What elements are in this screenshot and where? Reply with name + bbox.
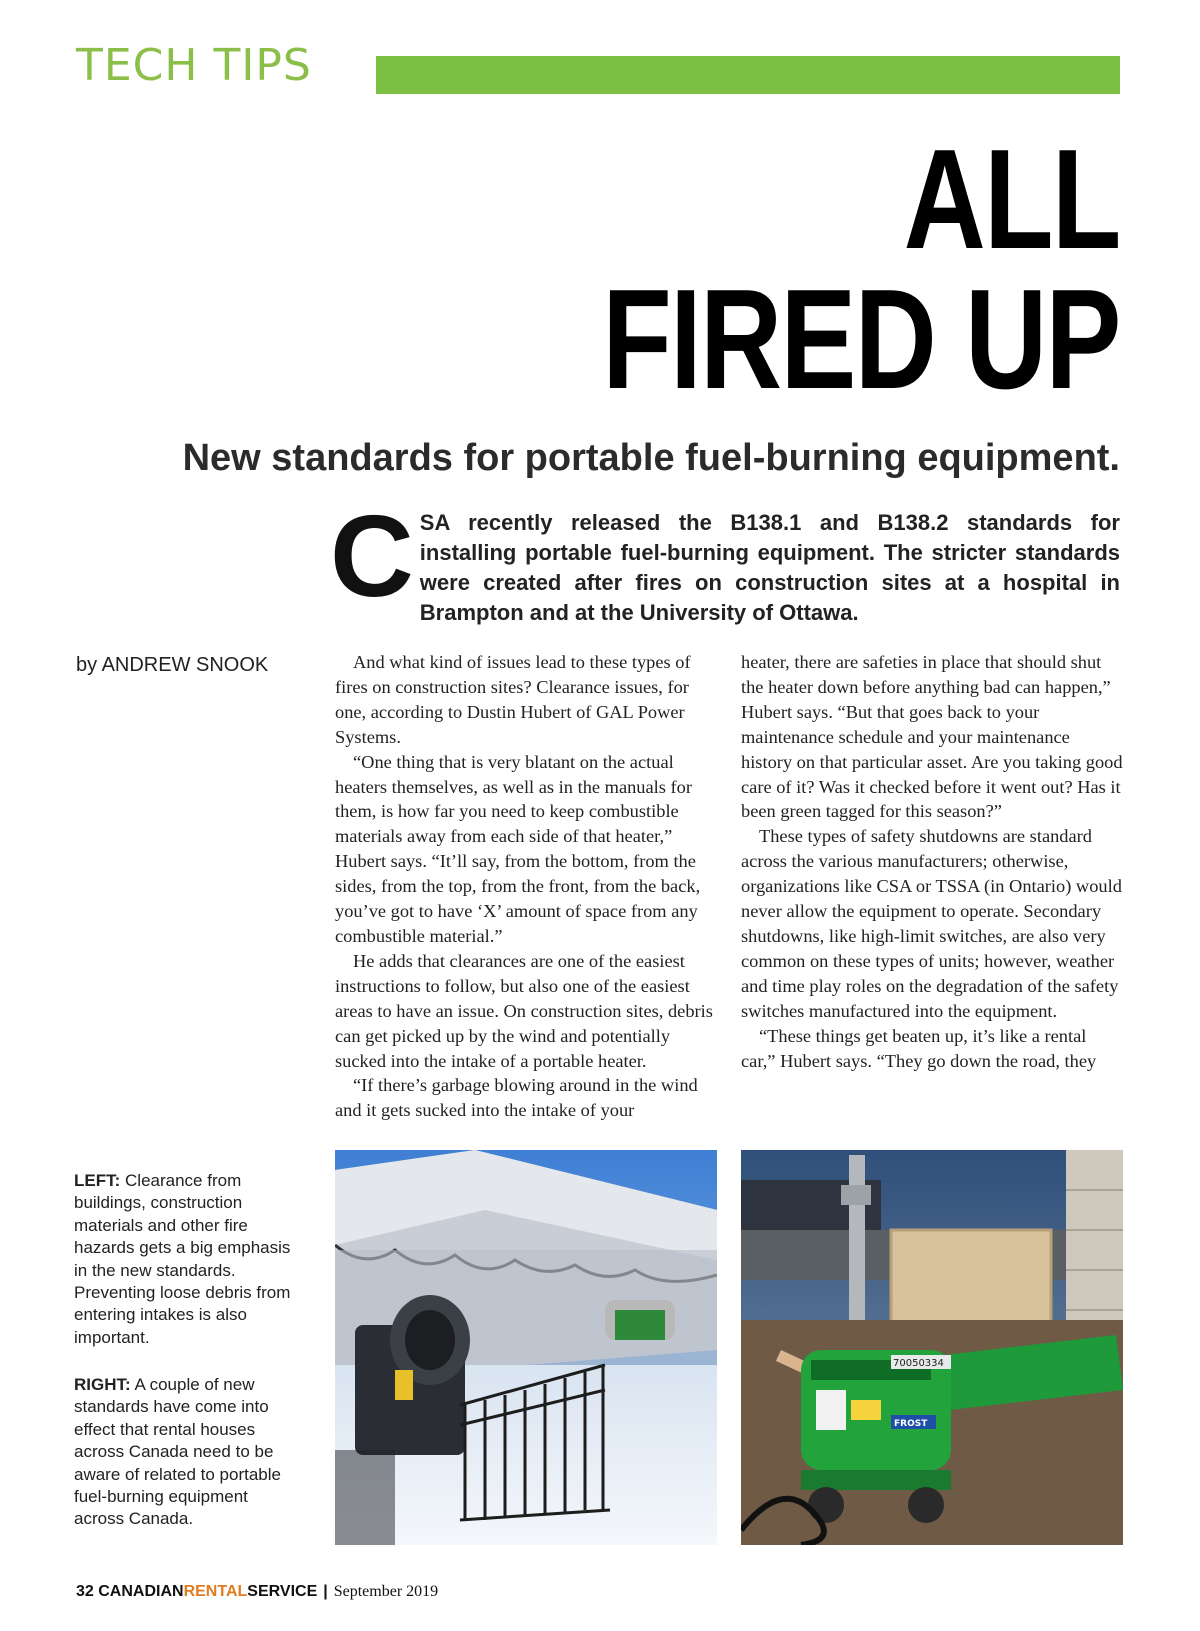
page-footer — [76, 1583, 438, 1601]
paragraph: “If there’s garbage blowing around in the wind and it gets sucked into the intake of your — [335, 1075, 698, 1121]
paragraph: And what kind of issues lead to these types of fires on construction sites? Clearance issues, for one, according to Dustin Hubert of GAL Power Systems. — [335, 652, 691, 747]
issue-date: September 2019 — [333, 1583, 439, 1600]
drop-cap: C — [330, 491, 414, 621]
photo-tent-heater — [335, 1150, 717, 1545]
caption-right — [74, 1374, 292, 1531]
lead-paragraph — [330, 491, 1120, 628]
headline-line-1: ALL — [903, 120, 1120, 279]
footer-separator: | — [323, 1583, 328, 1600]
caption-label: RIGHT: — [74, 1375, 131, 1394]
section-label: TECH TIPS — [76, 40, 312, 91]
photo-serial-label: 70050334 — [893, 1358, 944, 1369]
paragraph: “One thing that is very blatant on the actual heaters themselves, as well as in the manuals for them, is how far you need to keep combustible materials away from each side of that heater,” Hubert says. “It’ll say, from the bottom, from the sides, from the top, from the front, from the back, you’ve got to have ‘X’ amount of space from any combustible material.” — [335, 751, 701, 946]
photo-green-heater-image — [741, 1150, 1123, 1545]
magazine-name-accent: RENTAL — [183, 1583, 248, 1600]
section-bar — [376, 56, 1120, 94]
headline-line-2: FIRED UP — [602, 260, 1120, 419]
photo-brand-label: FROST — [894, 1419, 928, 1429]
article-column-1 — [335, 650, 717, 1123]
byline: by ANDREW SNOOK — [76, 654, 269, 676]
magazine-name-part: CANADIAN — [98, 1583, 184, 1600]
caption-text: Clearance from buildings, construction materials and other fire hazards gets a big emphasis in the new standards. Preventing loose debris from entering intakes is also important. — [74, 1171, 291, 1347]
paragraph: “These things get beaten up, it’s like a rental car,” Hubert says. “They go down the road, they — [741, 1025, 1097, 1071]
photo-green-heater — [741, 1150, 1123, 1545]
magazine-name-part: SERVICE — [247, 1583, 318, 1600]
subtitle: New standards for portable fuel-burning equipment. — [182, 437, 1120, 479]
photo-tent-heater-image — [335, 1150, 717, 1545]
magazine-name — [98, 1583, 317, 1600]
caption-text: A couple of new standards have come into effect that rental houses across Canada need to be aware of related to portable fuel-burning equipment across Canada. — [74, 1375, 281, 1529]
paragraph: He adds that clearances are one of the easiest instructions to follow, but also one of the easiest areas to have an issue. On construction sites, debris can get picked up by the wind and potentially sucked into the intake of a portable heater. — [335, 950, 713, 1071]
article-column-2 — [741, 650, 1123, 1073]
headline — [602, 120, 1120, 419]
caption-label: LEFT: — [74, 1171, 121, 1190]
paragraph: heater, there are safeties in place that should shut the heater down before anything bad can happen,” Hubert says. “But that goes back to your maintenance schedule and your maintenance history on that particular asset. Are you taking good care of it? Was it checked before it went out? Has it been green tagged for this season?” — [741, 652, 1123, 822]
page-number: 32 — [76, 1583, 94, 1600]
lead-text: SA recently released the B138.1 and B138.2 standards for installing portable fuel-burning equipment. The stricter standards were created after fires on construction sites at a hospital in Brampton and at the University of Ottawa. — [419, 510, 1120, 625]
caption-left — [74, 1170, 292, 1349]
paragraph: These types of safety shutdowns are standard across the various manufacturers; otherwise, organizations like CSA or TSSA (in Ontario) would never allow the equipment to operate. Secondary shutdowns, like high-limit switches, are also very common on these types of units; however, weather and time play roles on the degradation of the safety switches manufactured into the equipment. — [741, 826, 1122, 1021]
